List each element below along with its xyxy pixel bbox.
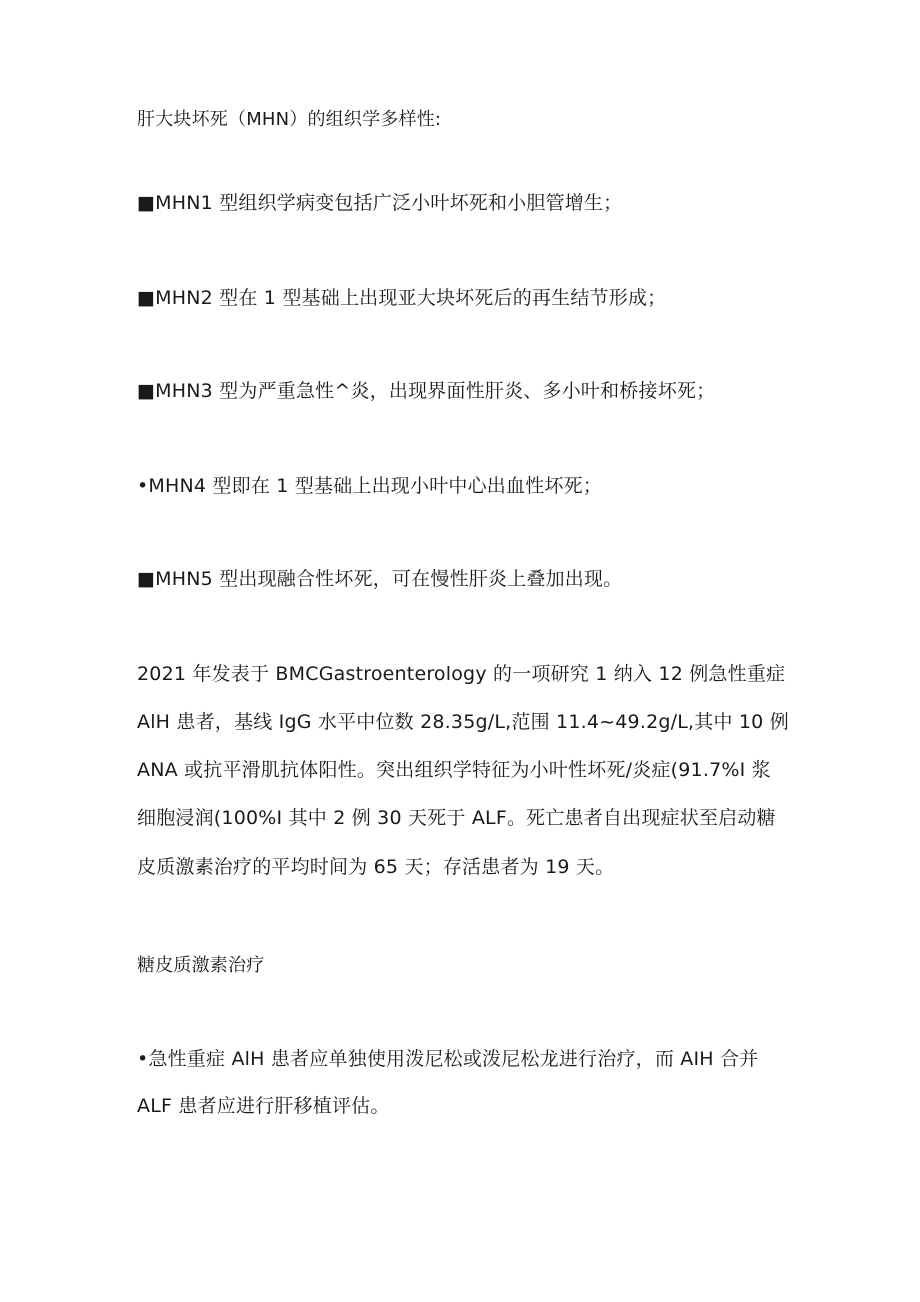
study-paragraph-line: 2021 年发表于 BMCGastroenterology 的一项研究 1 纳入 12 例急性重症: [137, 663, 786, 685]
study-paragraph-line: ANA 或抗平滑肌抗体阳性。突出组织学特征为小叶性坏死/炎症(91.7%I 浆: [137, 759, 771, 781]
mhn-type-3: ■MHN3 型为严重急性^炎，出现界面性肝炎、多小叶和桥接坏死；: [137, 380, 716, 402]
mhn-type-2: ■MHN2 型在 1 型基础上出现亚大块坏死后的再生结节形成；: [137, 287, 667, 309]
intro-heading: 肝大块坏死（MHN）的组织学多样性:: [137, 109, 442, 130]
study-paragraph-line: 细胞浸润(100%I 其中 2 例 30 天死于 ALF。死亡患者自出现症状至启动糖: [137, 807, 776, 829]
treatment-paragraph-line: ALF 患者应进行肝移植评估。: [137, 1095, 390, 1117]
section-heading: 糖皮质激素治疗: [137, 955, 265, 976]
mhn-type-5: ■MHN5 型出现融合性坏死，可在慢性肝炎上叠加出现。: [137, 568, 623, 590]
mhn-type-4: •MHN4 型即在 1 型基础上出现小叶中心出血性坏死；: [137, 475, 602, 497]
study-paragraph-line: AlH 患者，基线 IgG 水平中位数 28.35g∕L,范围 11.4~49.2g∕L,其中 10 例: [137, 711, 789, 733]
study-paragraph-line: 皮质激素治疗的平均时间为 65 天；存活患者为 19 天。: [137, 856, 615, 878]
treatment-paragraph-line: •急性重症 AlH 患者应单独使用泼尼松或泼尼松龙进行治疗，而 AIH 合并: [137, 1048, 759, 1070]
mhn-type-1: ■MHN1 型组织学病变包括广泛小叶坏死和小胆管增生；: [137, 192, 623, 214]
